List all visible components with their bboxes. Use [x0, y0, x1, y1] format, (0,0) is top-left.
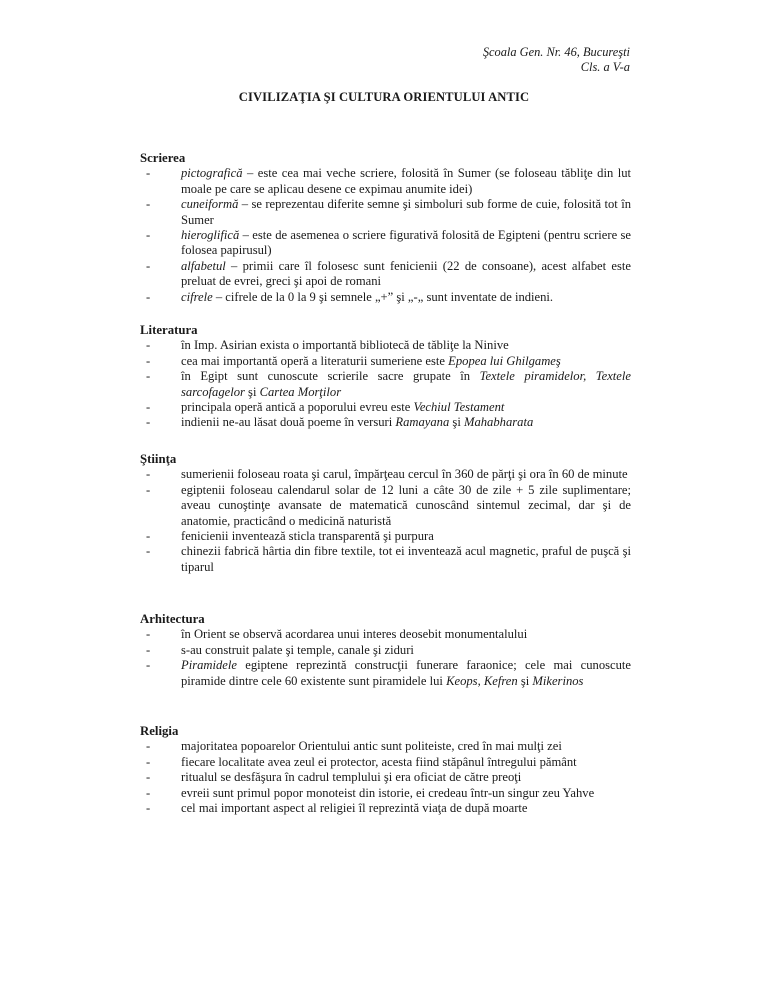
list-item — [140, 228, 631, 259]
item-text: majoritatea popoarelor Orientului antic sunt politeiste, cred în mai mulţi zei — [181, 739, 562, 754]
section-stiinta — [140, 452, 631, 575]
bullet-dash: - — [146, 801, 151, 816]
item-text: chinezii fabrică hârtia din fibre textile, tot ei inventează acul magnetic, praful de puşcă şi tiparul — [181, 544, 631, 574]
item-text: cea mai importantă operă a literaturii sumeriene este — [181, 353, 449, 368]
list-item — [140, 369, 631, 400]
section-list — [140, 739, 631, 816]
list-item — [140, 166, 631, 197]
list-item — [140, 755, 631, 770]
item-text: ritualul se desfăşura în cadrul templului şi era oficiat de către preoţi — [181, 770, 522, 785]
work-title: Cartea Morţilor — [259, 384, 342, 399]
section-list — [140, 467, 631, 575]
work-title: Textele piramidelor, Textele sarcofagelor — [181, 369, 631, 399]
list-item — [140, 643, 631, 658]
item-text: cel mai important aspect al religiei îl reprezintă viaţa de după moarte — [181, 801, 528, 816]
bullet-dash: - — [146, 258, 151, 273]
term: Piramidele — [181, 658, 237, 673]
item-text: în Orient se observă acordarea unui interes deosebit monumentalului — [181, 627, 528, 642]
item-text: în Egipt sunt cunoscute scrierile sacre grupate în — [181, 369, 480, 384]
bullet-dash: - — [146, 400, 151, 415]
section-literatura — [140, 323, 631, 431]
item-text: şi — [449, 415, 464, 430]
item-text: în Imp. Asirian exista o importantă bibliotecă de tăbliţe la Ninive — [181, 338, 509, 353]
work-title: Epopea lui Ghilgameş — [448, 353, 561, 368]
bullet-dash: - — [146, 369, 151, 384]
term: hieroglifică — [181, 228, 240, 243]
term: pictografică — [181, 166, 243, 181]
list-item — [140, 544, 631, 575]
list-item — [140, 529, 631, 544]
item-text: principala operă antică a poporului evreu este — [181, 400, 414, 415]
bullet-dash: - — [146, 289, 151, 304]
work-title: Vechiul Testament — [413, 400, 505, 415]
bullet-dash: - — [146, 658, 151, 673]
bullet-dash: - — [146, 785, 151, 800]
bullet-dash: - — [146, 353, 151, 368]
section-list — [140, 627, 631, 689]
list-item — [140, 658, 631, 689]
list-item — [140, 290, 631, 305]
list-item — [140, 354, 631, 369]
item-text: egiptenii foloseau calendarul solar de 12 luni a câte 30 de zile + 5 zile suplimentare; aveau cunoştinţe avansate de matematică cunoscând sintemul zecimal, dar şi de anatomie, practicând o medicină naturistă — [181, 482, 631, 528]
bullet-dash: - — [146, 770, 151, 785]
list-item — [140, 197, 631, 228]
bullet-dash: - — [146, 642, 151, 657]
work-title: Mahabharata — [463, 415, 534, 430]
list-item — [140, 467, 631, 482]
item-text: – primii care îl folosesc sunt fenicienii (22 de consoane), acest alfabet este preluat de evrei, greci şi apoi de romani — [181, 258, 631, 289]
item-text: s-au construit palate şi temple, canale şi ziduri — [181, 642, 414, 657]
item-text: şi — [517, 673, 533, 688]
list-item — [140, 786, 631, 801]
item-text: egiptene reprezintă construcţii funerare faraonice; cele mai cunoscute piramide dintre cele 60 existente sunt piramidele lui — [181, 658, 631, 688]
list-item — [140, 627, 631, 642]
work-title: Ramayana — [395, 415, 450, 430]
bullet-dash: - — [146, 739, 151, 754]
pharaoh-names: Keops, Kefren — [446, 673, 518, 688]
section-list — [140, 166, 631, 305]
section-heading: Scrierea — [140, 151, 186, 165]
item-text: şi — [244, 384, 260, 399]
item-text: – se reprezentau diferite semne şi simboluri sub forme de cuie, folosită tot în Sumer — [181, 197, 631, 227]
item-text: evreii sunt primul popor monoteist din istorie, ei credeau într-un singur zeu Yahve — [181, 785, 595, 800]
section-heading: Ştiinţa — [140, 452, 177, 466]
list-item — [140, 259, 631, 290]
item-text: – este cea mai veche scriere, folosită în Sumer (se foloseau tăbliţe din lut moale pe care se aplicau desene ce expimau anumite idei) — [181, 166, 631, 196]
section-heading: Arhitectura — [140, 612, 205, 626]
page-title: CIVILIZAŢIA ŞI CULTURA ORIENTULUI ANTIC — [238, 90, 530, 104]
term: alfabetul — [181, 258, 226, 273]
section-list — [140, 338, 631, 430]
bullet-dash: - — [146, 228, 151, 243]
item-text: – cifrele de la 0 la 9 şi semnele „+” şi „-„ sunt inventate de indieni. — [212, 289, 554, 304]
item-text: – este de asemenea o scriere figurativă folosită de Egipteni (pentru scriere se folosea papirusul) — [181, 228, 631, 258]
bullet-dash: - — [146, 166, 151, 181]
bullet-dash: - — [146, 544, 151, 559]
list-item — [140, 483, 631, 529]
bullet-dash: - — [146, 754, 151, 769]
section-heading: Literatura — [140, 323, 198, 337]
list-item — [140, 338, 631, 353]
school-header — [483, 45, 630, 75]
bullet-dash: - — [146, 415, 151, 430]
bullet-dash: - — [146, 529, 151, 544]
list-item — [140, 801, 631, 816]
list-item — [140, 739, 631, 754]
class-label: Cls. a V-a — [580, 60, 630, 74]
section-scrierea — [140, 151, 631, 305]
list-item — [140, 400, 631, 415]
section-arhitectura — [140, 612, 631, 689]
section-heading: Religia — [140, 724, 179, 738]
bullet-dash: - — [146, 627, 151, 642]
bullet-dash: - — [146, 197, 151, 212]
pharaoh-name: Mikerinos — [532, 673, 584, 688]
list-item — [140, 770, 631, 785]
section-religia — [140, 724, 631, 816]
item-text: fenicienii inventează sticla transparentă şi purpura — [181, 529, 434, 544]
school-name: Şcoala Gen. Nr. 46, Bucureşti — [482, 45, 630, 59]
list-item — [140, 415, 631, 430]
term: cifrele — [181, 289, 213, 304]
term: cuneiformă — [181, 197, 239, 212]
bullet-dash: - — [146, 482, 151, 497]
item-text: fiecare localitate avea zeul ei protector, acesta fiind stăpânul întregului pământ — [181, 754, 577, 769]
item-text: sumerienii foloseau roata şi carul, împărţeau cercul în 360 de părţi şi ora în 60 de minute — [181, 467, 628, 482]
bullet-dash: - — [146, 467, 151, 482]
bullet-dash: - — [146, 338, 151, 353]
item-text: indienii ne-au lăsat două poeme în versuri — [181, 415, 396, 430]
